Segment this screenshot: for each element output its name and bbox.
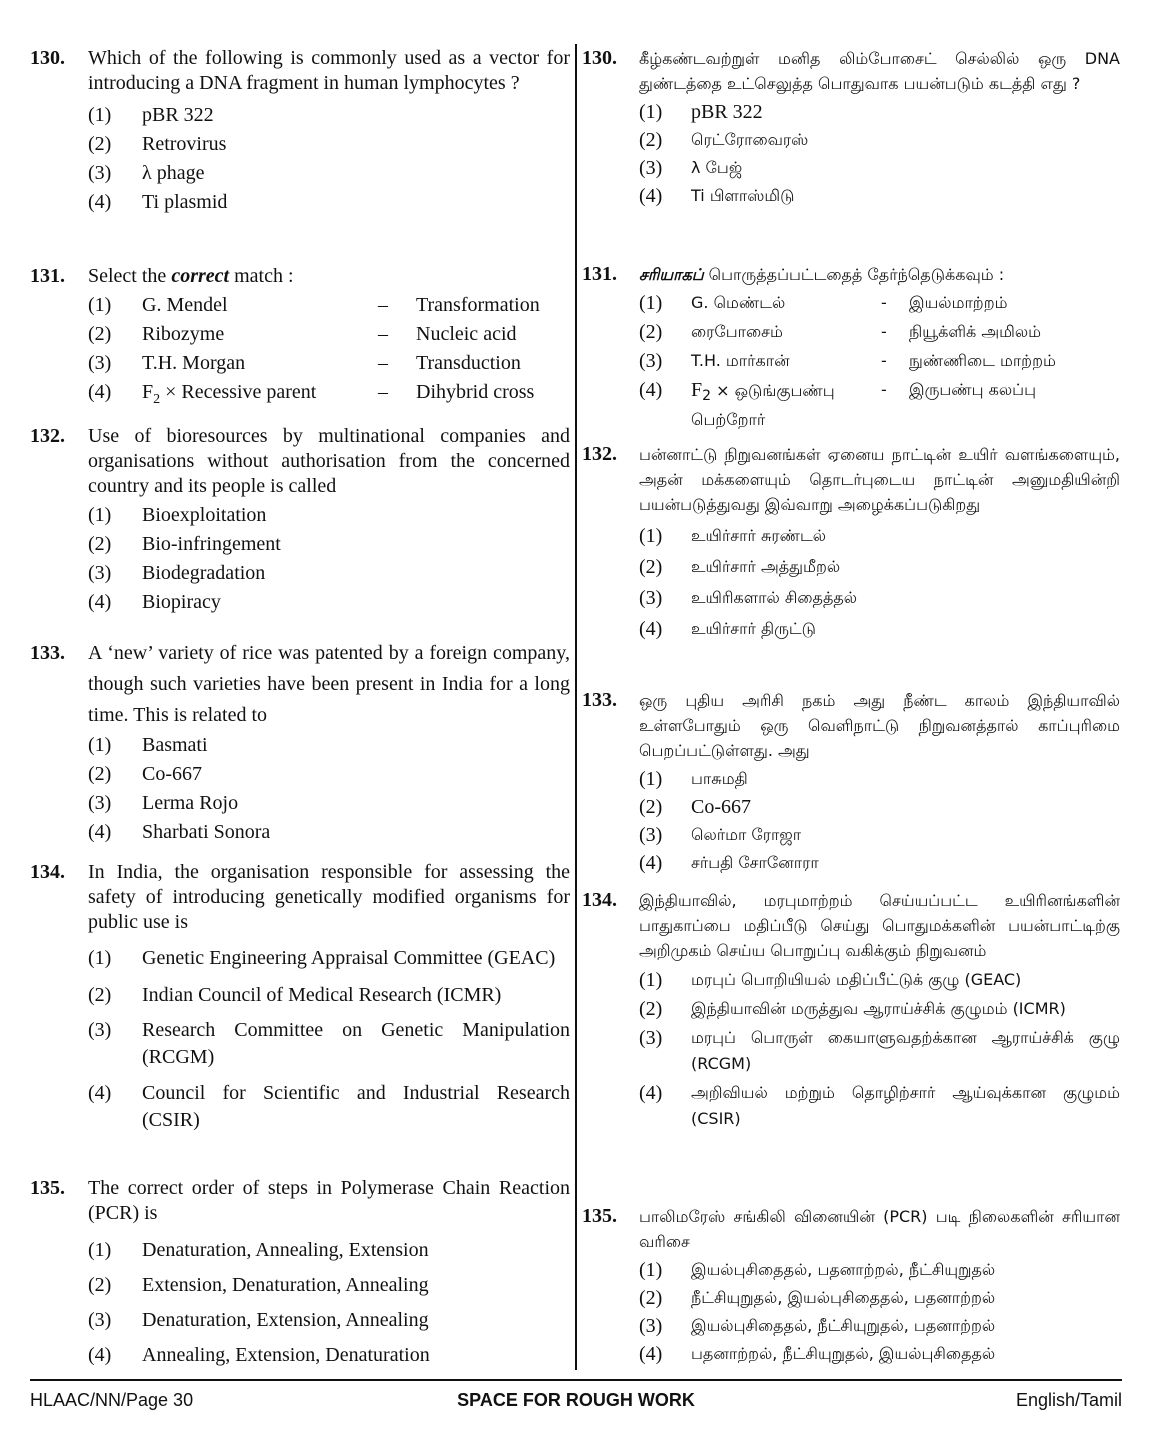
option-label: (1) xyxy=(639,292,663,314)
question-text: சரியாகப் பொருத்தப்பட்டதைத் தேர்ந்தெடுக்கவும் : xyxy=(639,265,1005,284)
option-label: (2) xyxy=(639,1287,663,1309)
option-text: Retrovirus xyxy=(142,133,227,155)
question-text: Which of the following is commonly used as a vector for introducing a DNA fragment in human lymphocytes ? xyxy=(88,47,570,94)
option-text: Bio-infringement xyxy=(142,533,281,555)
rough-work-label: SPACE FOR ROUGH WORK xyxy=(457,1390,695,1410)
question-number: 131. xyxy=(30,265,65,287)
option-text: Basmati xyxy=(142,734,208,756)
question-text: In India, the organisation responsible for assessing the safety of introducing genetically modified organisms for public use is xyxy=(88,861,570,933)
option-label: (2) xyxy=(639,321,663,343)
option-label: (2) xyxy=(88,1274,112,1296)
option-text: லெர்மா ரோஜா xyxy=(691,825,802,844)
question-133-en xyxy=(30,638,570,844)
option-label: (4) xyxy=(639,379,663,401)
option-text: pBR 322 xyxy=(142,104,214,126)
option-text: λ பேஜ் xyxy=(691,158,743,177)
option-label: (2) xyxy=(88,984,112,1006)
option-text: Denaturation, Annealing, Extension xyxy=(142,1239,429,1261)
option-label: (1) xyxy=(88,734,112,756)
question-130-en xyxy=(30,46,570,214)
language-label: English/Tamil xyxy=(1015,1390,1122,1410)
question-132-en xyxy=(30,424,570,614)
option-label: (2) xyxy=(639,796,663,818)
option-text: நீட்சியுறுதல், இயல்புசிதைதல், பதனாற்றல் xyxy=(691,1288,996,1307)
option-label: (1) xyxy=(88,1239,112,1261)
option-text: λ phage xyxy=(142,162,205,184)
question-number: 135. xyxy=(30,1177,65,1199)
option-text: Research Committee on Genetic Manipulation (RCGM) xyxy=(142,1019,570,1068)
question-135-ta xyxy=(582,1204,1120,1366)
question-number: 133. xyxy=(582,689,617,711)
option-text: உயிர்சார் அத்துமீறல் xyxy=(691,557,841,576)
column-divider xyxy=(575,44,577,1370)
option-text: Indian Council of Medical Research (ICMR) xyxy=(142,984,502,1006)
match-row: ரைபோசைம் - நியூக்ளிக் அமிலம் xyxy=(691,322,1042,341)
option-label: (1) xyxy=(88,947,112,969)
option-text: Extension, Denaturation, Annealing xyxy=(142,1274,429,1296)
question-131-en xyxy=(30,264,570,412)
question-text: இந்தியாவில், மரபுமாற்றம் செய்யப்பட்ட உயிரினங்களின் பாதுகாப்பை மதிப்பீடு செய்து பொதுமக்களின் பயன்பாட்டிற்கு அறிமுகம் செய்ய பொறுப்பு வகிக்கும் நிறுவனம் xyxy=(639,891,1120,960)
option-label: (1) xyxy=(639,969,663,991)
match-row: $F_2$ × Recessive parent – Dihybrid cross xyxy=(142,381,535,407)
option-text: உயிர்சார் திருட்டு xyxy=(691,619,816,638)
exam-page xyxy=(30,40,1122,1370)
option-text: Council for Scientific and Industrial Research (CSIR) xyxy=(142,1082,570,1131)
question-134-en xyxy=(30,860,570,1134)
option-label: (2) xyxy=(639,556,663,578)
question-number: 132. xyxy=(582,443,617,465)
option-label: (2) xyxy=(88,533,112,555)
question-text: பாலிமரேஸ் சங்கிலி வினையின் (PCR) படி நிலைகளின் சரியான வரிசை xyxy=(639,1207,1120,1251)
option-text: மரபுப் பொருள் கையாளுவதற்க்கான ஆராய்ச்சிக் குழு (RCGM) xyxy=(691,1028,1120,1073)
option-label: (4) xyxy=(88,821,112,843)
option-text: மரபுப் பொறியியல் மதிப்பீட்டுக் குழு (GEAC) xyxy=(691,970,1022,989)
question-number: 134. xyxy=(30,861,65,883)
option-label: (1) xyxy=(88,104,112,126)
option-label: (3) xyxy=(639,1315,663,1337)
question-text: Select the correct match : xyxy=(88,265,294,287)
question-134-ta xyxy=(582,888,1120,1132)
option-label: (2) xyxy=(88,133,112,155)
option-text: இயல்புசிதைதல், நீட்சியுறுதல், பதனாற்றல் xyxy=(691,1316,996,1335)
option-label: (2) xyxy=(639,998,663,1020)
option-label: (1) xyxy=(639,101,663,123)
match-row: G. மெண்டல் - இயல்மாற்றம் xyxy=(691,293,1008,312)
match-row: $F_2$ × ஒடுங்குபண்பு பெற்றோர் - இருபண்பு கலப்பு xyxy=(691,379,1036,430)
option-label: (3) xyxy=(639,824,663,846)
option-label: (3) xyxy=(639,587,663,609)
option-text: பதனாற்றல், நீட்சியுறுதல், இயல்புசிதைதல் xyxy=(691,1344,996,1363)
option-label: (3) xyxy=(639,157,663,179)
option-label: (2) xyxy=(88,763,112,785)
question-number: 132. xyxy=(30,425,65,447)
question-135-en xyxy=(30,1176,570,1367)
option-text: சர்பதி சோனோரா xyxy=(691,853,819,872)
match-row: G. Mendel – Transformation xyxy=(142,294,540,316)
question-number: 134. xyxy=(582,889,617,911)
option-text: உயிர்சார் சுரண்டல் xyxy=(691,526,827,545)
option-label: (4) xyxy=(639,185,663,207)
option-label: (4) xyxy=(88,1344,112,1366)
question-number: 135. xyxy=(582,1205,617,1227)
option-label: (1) xyxy=(639,525,663,547)
option-text: Co-667 xyxy=(142,763,202,785)
question-text: பன்னாட்டு நிறுவனங்கள் ஏனைய நாட்டின் உயிர் வளங்களையும், அதன் மக்களையும் தொடர்புடைய நாட்டின் அனுமதியின்றி பயன்படுத்துவது இவ்வாறு அழைக்கப்படுகிறது xyxy=(639,445,1120,514)
option-text: இயல்புசிதைதல், பதனாற்றல், நீட்சியுறுதல் xyxy=(691,1260,996,1279)
option-label: (2) xyxy=(639,129,663,151)
question-number: 130. xyxy=(30,47,65,69)
option-text: Denaturation, Extension, Annealing xyxy=(142,1309,429,1331)
question-text: A ‘new’ variety of rice was patented by a foreign company, though such varieties have been present in India for a long time. This is related to xyxy=(88,642,570,726)
option-label: (3) xyxy=(88,792,112,814)
option-label: (1) xyxy=(88,294,112,316)
option-text: இந்தியாவின் மருத்துவ ஆராய்ச்சிக் குழுமம் (ICMR) xyxy=(691,999,1066,1018)
option-label: (4) xyxy=(639,1082,663,1104)
option-text: Bioexploitation xyxy=(142,504,267,526)
option-text: Lerma Rojo xyxy=(142,792,239,814)
option-label: (3) xyxy=(88,562,112,584)
question-number: 130. xyxy=(582,47,617,69)
option-label: (3) xyxy=(639,1027,663,1049)
option-label: (4) xyxy=(639,1343,663,1365)
option-text: Biodegradation xyxy=(142,562,266,584)
option-label: (1) xyxy=(639,768,663,790)
match-row: Ribozyme – Nucleic acid xyxy=(142,323,517,345)
option-text: அறிவியல் மற்றும் தொழிற்சார் ஆய்வுக்கான குழுமம் (CSIR) xyxy=(691,1083,1120,1128)
option-label: (1) xyxy=(639,1259,663,1281)
question-131-ta xyxy=(582,262,1120,432)
option-text: Ti plasmid xyxy=(142,191,228,213)
option-text: Genetic Engineering Appraisal Committee (GEAC) xyxy=(142,947,556,969)
question-132-ta xyxy=(582,442,1120,641)
question-text: ஒரு புதிய அரிசி நகம் அது நீண்ட காலம் இந்தியாவில் உள்ளபோதும் ஒரு வெளிநாட்டு நிறுவனத்தால் காப்புரிமை பெறப்பட்டுள்ளது. அது xyxy=(639,691,1120,760)
option-label: (3) xyxy=(639,350,663,372)
option-label: (1) xyxy=(88,504,112,526)
question-number: 133. xyxy=(30,642,65,664)
option-text: Sharbati Sonora xyxy=(142,821,271,843)
option-text: ரெட்ரோவைரஸ் xyxy=(691,130,809,149)
question-133-ta xyxy=(582,688,1120,875)
option-text: Biopiracy xyxy=(142,591,221,613)
option-label: (3) xyxy=(88,1019,112,1041)
option-label: (4) xyxy=(639,618,663,640)
question-text: கீழ்கண்டவற்றுள் மனித லிம்போசைட் செல்லில் ஒரு DNA துண்டத்தை உட்செலுத்த பொதுவாக பயன்படும் கடத்தி எது ? xyxy=(639,49,1120,93)
option-label: (4) xyxy=(88,191,112,213)
option-label: (4) xyxy=(88,381,112,403)
question-number: 131. xyxy=(582,263,617,285)
page-reference: HLAAC/NN/Page 30 xyxy=(30,1390,194,1410)
option-label: (4) xyxy=(88,591,112,613)
option-text: உயிரிகளால் சிதைத்தல் xyxy=(691,588,858,607)
question-text: Use of bioresources by multinational companies and organisations without authorisation from the concerned country and its people is called xyxy=(88,425,570,497)
option-text: பாசுமதி xyxy=(691,769,748,788)
match-row: T.H. Morgan – Transduction xyxy=(142,352,521,374)
tamil-column xyxy=(582,40,1120,1370)
option-text: Ti பிளாஸ்மிடு xyxy=(691,186,795,205)
question-130-ta xyxy=(582,46,1120,208)
option-text: pBR 322 xyxy=(691,101,763,123)
option-label: (3) xyxy=(88,162,112,184)
option-label: (4) xyxy=(88,1082,112,1104)
english-column xyxy=(30,40,570,1370)
match-row: T.H. மார்கான் - நுண்ணிடை மாற்றம் xyxy=(691,351,1056,370)
footer-divider xyxy=(30,1379,1122,1381)
option-label: (2) xyxy=(88,323,112,345)
option-text: Annealing, Extension, Denaturation xyxy=(142,1344,430,1366)
question-text: The correct order of steps in Polymerase Chain Reaction (PCR) is xyxy=(88,1177,570,1224)
option-text: Co-667 xyxy=(691,796,751,818)
option-label: (3) xyxy=(88,1309,112,1331)
option-label: (4) xyxy=(639,852,663,874)
option-label: (3) xyxy=(88,352,112,374)
